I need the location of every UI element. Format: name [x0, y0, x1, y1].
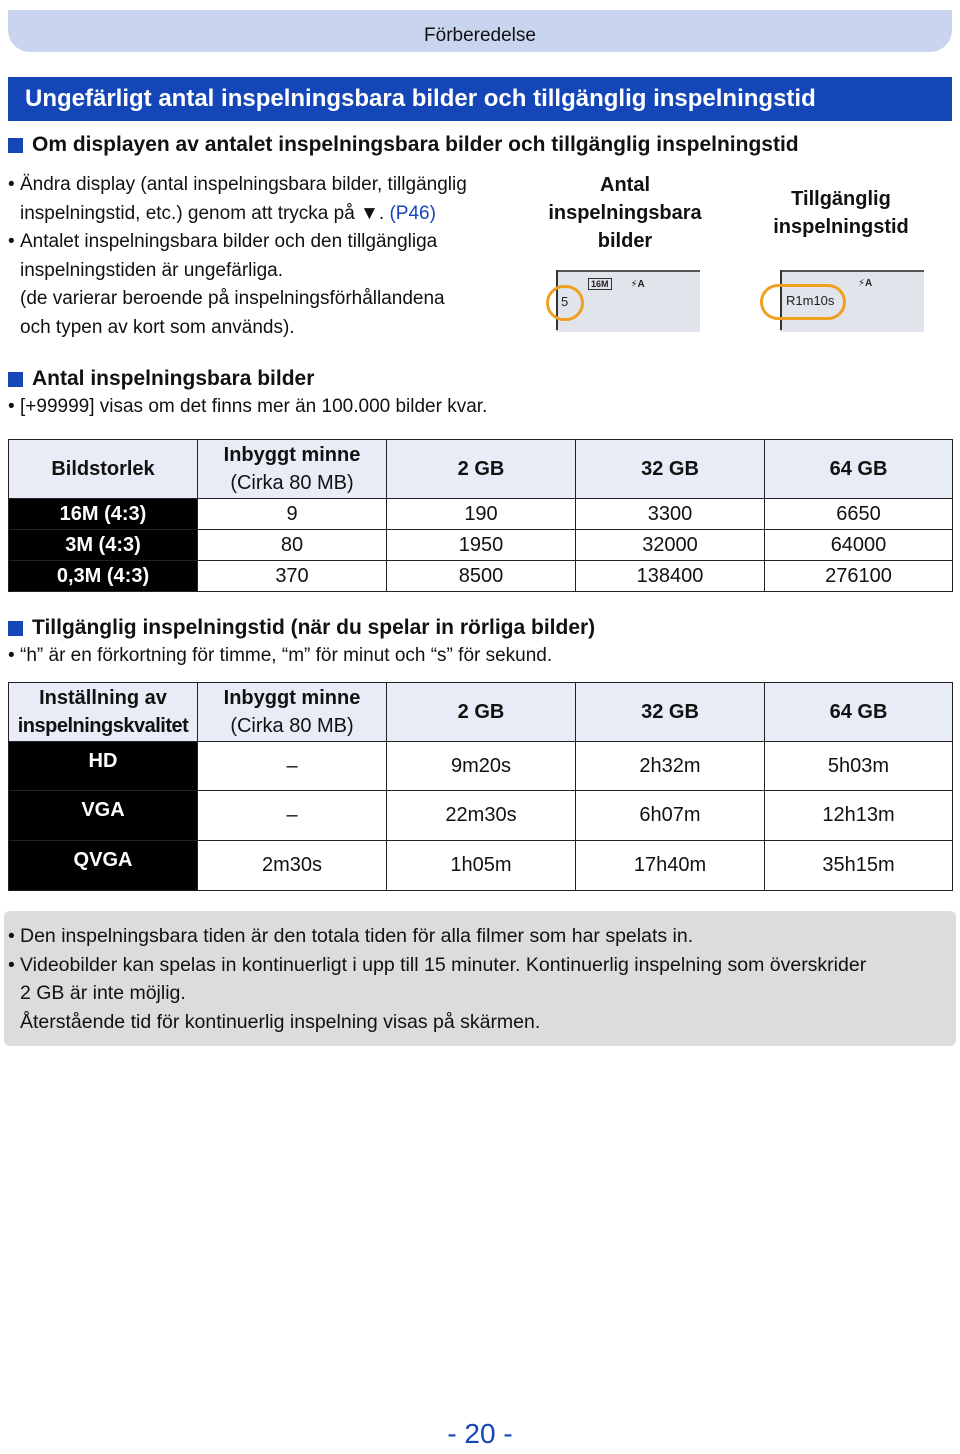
- bullet-text: inspelningstid, etc.) genom att trycka på ▼.: [20, 202, 385, 224]
- section-heading-time: [8, 616, 595, 640]
- bullet-text: “h” är en förkortning för timme, “m” för minut och “s” för sekund.: [20, 645, 553, 666]
- table-cell: 80: [198, 530, 387, 561]
- note-text: 2 GB är inte möjlig.: [20, 982, 186, 1004]
- time-bullet: • “h” är en förkortning för timme, “m” för minut och “s” för sekund.: [8, 645, 553, 666]
- table-cell: 6650: [765, 499, 953, 530]
- section-heading-text: Tillgänglig inspelningstid (när du spelar in rörliga bilder): [32, 616, 596, 639]
- picture-size-icon: 16M: [588, 278, 612, 290]
- table-cell: 6h07m: [576, 791, 765, 841]
- table-header-cell: Inbyggt minne (Cirka 80 MB): [198, 440, 387, 499]
- table-header-cell: 64 GB: [765, 440, 953, 499]
- recording-time-table: [8, 682, 953, 891]
- display-picture-count: 5: [561, 294, 569, 309]
- table-cell: 2m30s: [198, 841, 387, 891]
- table-row: [9, 499, 953, 530]
- note-text: Den inspelningsbara tiden är den totala tiden för alla filmer som har spelats in.: [20, 925, 694, 947]
- row-label: 0,3M (4:3): [9, 561, 198, 592]
- row-label: 3M (4:3): [9, 530, 198, 561]
- display-recording-time: R1m10s: [786, 293, 835, 308]
- table-cell: 370: [198, 561, 387, 592]
- table-header-cell: 2 GB: [387, 683, 576, 742]
- row-label: VGA: [9, 791, 198, 841]
- caption-recordable-pictures: Antal inspelningsbara bilder: [548, 174, 702, 252]
- section-heading-text: Om displayen av antalet inspelningsbara bilder och tillgänglig inspelningstid: [32, 133, 799, 156]
- square-bullet-icon: [8, 372, 23, 387]
- pictures-bullet: • [+99999] visas om det finns mer än 100.000 bilder kvar.: [8, 396, 488, 417]
- table-cell: 5h03m: [765, 742, 953, 791]
- note-text: Videobilder kan spelas in kontinuerligt i upp till 15 minuter. Kontinuerlig inspelning som överskrider: [20, 953, 867, 976]
- display-info-bullets: • Ändra display (antal inspelningsbara bilder, tillgänglig inspelningstid, etc.) genom att trycka på ▼. (P46) • Antalet inspelningsbara bilder och den tillgängliga inspelningstiden är ungefärliga. (de varierar beroende på inspelningsförhållandena och typen av kort som används).: [8, 171, 467, 342]
- table-cell: 1950: [387, 530, 576, 561]
- table-cell: 9: [198, 499, 387, 530]
- section-heading-text: Antal inspelningsbara bilder: [32, 367, 315, 390]
- table-cell: 190: [387, 499, 576, 530]
- table-header-row: [9, 683, 953, 742]
- display-icons: [588, 278, 645, 290]
- note-box: • Den inspelningsbara tiden är den totala tiden för alla filmer som har spelats in. • Videobilder kan spelas in kontinuerligt i upp till 15 minuter. Kontinuerlig inspelning som överskrider 2 GB är inte möjlig. Återstående tid för kontinuerlig inspelning visas på skärmen.: [4, 911, 956, 1046]
- table-header-cell: Inställning av inspelningskvalitet: [9, 683, 198, 742]
- table-header-cell: 32 GB: [576, 683, 765, 742]
- caption-available-time: Tillgänglig inspelningstid: [773, 188, 909, 238]
- table-cell: –: [198, 742, 387, 791]
- page-number: - 20 -: [447, 1418, 513, 1449]
- table-cell: –: [198, 791, 387, 841]
- table-cell: 3300: [576, 499, 765, 530]
- square-bullet-icon: [8, 138, 23, 153]
- page-title: Ungefärligt antal inspelningsbara bilder och tillgänglig inspelningstid: [8, 77, 952, 121]
- table-header-cell: Inbyggt minne (Cirka 80 MB): [198, 683, 387, 742]
- bullet-text: Antalet inspelningsbara bilder och den tillgängliga: [20, 231, 438, 252]
- table-row: [9, 561, 953, 592]
- pictures-table: [8, 439, 953, 592]
- section-heading-pictures: [8, 367, 314, 391]
- table-cell: 2h32m: [576, 742, 765, 791]
- square-bullet-icon: [8, 621, 23, 636]
- table-cell: 17h40m: [576, 841, 765, 891]
- page-reference-link[interactable]: (P46): [389, 202, 436, 224]
- table-header-cell: 64 GB: [765, 683, 953, 742]
- section-heading-display: [8, 133, 799, 157]
- row-label: 16M (4:3): [9, 499, 198, 530]
- table-cell: 12h13m: [765, 791, 953, 841]
- table-row: [9, 841, 953, 891]
- table-cell: 9m20s: [387, 742, 576, 791]
- table-row: [9, 791, 953, 841]
- bullet-text: (de varierar beroende på inspelningsförhållandena: [20, 288, 445, 309]
- section-tab: Förberedelse: [8, 10, 952, 52]
- table-cell: 35h15m: [765, 841, 953, 891]
- table-row: [9, 530, 953, 561]
- table-cell: 22m30s: [387, 791, 576, 841]
- row-label: QVGA: [9, 841, 198, 891]
- flash-icon: ⚡A: [630, 279, 645, 290]
- bullet-text: [+99999] visas om det finns mer än 100.000 bilder kvar.: [20, 396, 488, 417]
- bullet-text: inspelningstiden är ungefärliga.: [20, 259, 284, 281]
- table-header-cell: 2 GB: [387, 440, 576, 499]
- table-header-cell: Bildstorlek: [9, 440, 198, 499]
- table-cell: 32000: [576, 530, 765, 561]
- table-cell: 1h05m: [387, 841, 576, 891]
- bullet-text: och typen av kort som används).: [20, 316, 295, 338]
- table-cell: 8500: [387, 561, 576, 592]
- table-cell: 276100: [765, 561, 953, 592]
- flash-icon: ⚡A: [858, 278, 873, 289]
- note-text: Återstående tid för kontinuerlig inspelning visas på skärmen.: [20, 1010, 541, 1033]
- bullet-text: Ändra display (antal inspelningsbara bilder, tillgänglig: [20, 174, 467, 195]
- row-label: HD: [9, 742, 198, 791]
- table-cell: 138400: [576, 561, 765, 592]
- table-cell: 64000: [765, 530, 953, 561]
- table-row: [9, 742, 953, 791]
- table-header-row: [9, 440, 953, 499]
- table-header-cell: 32 GB: [576, 440, 765, 499]
